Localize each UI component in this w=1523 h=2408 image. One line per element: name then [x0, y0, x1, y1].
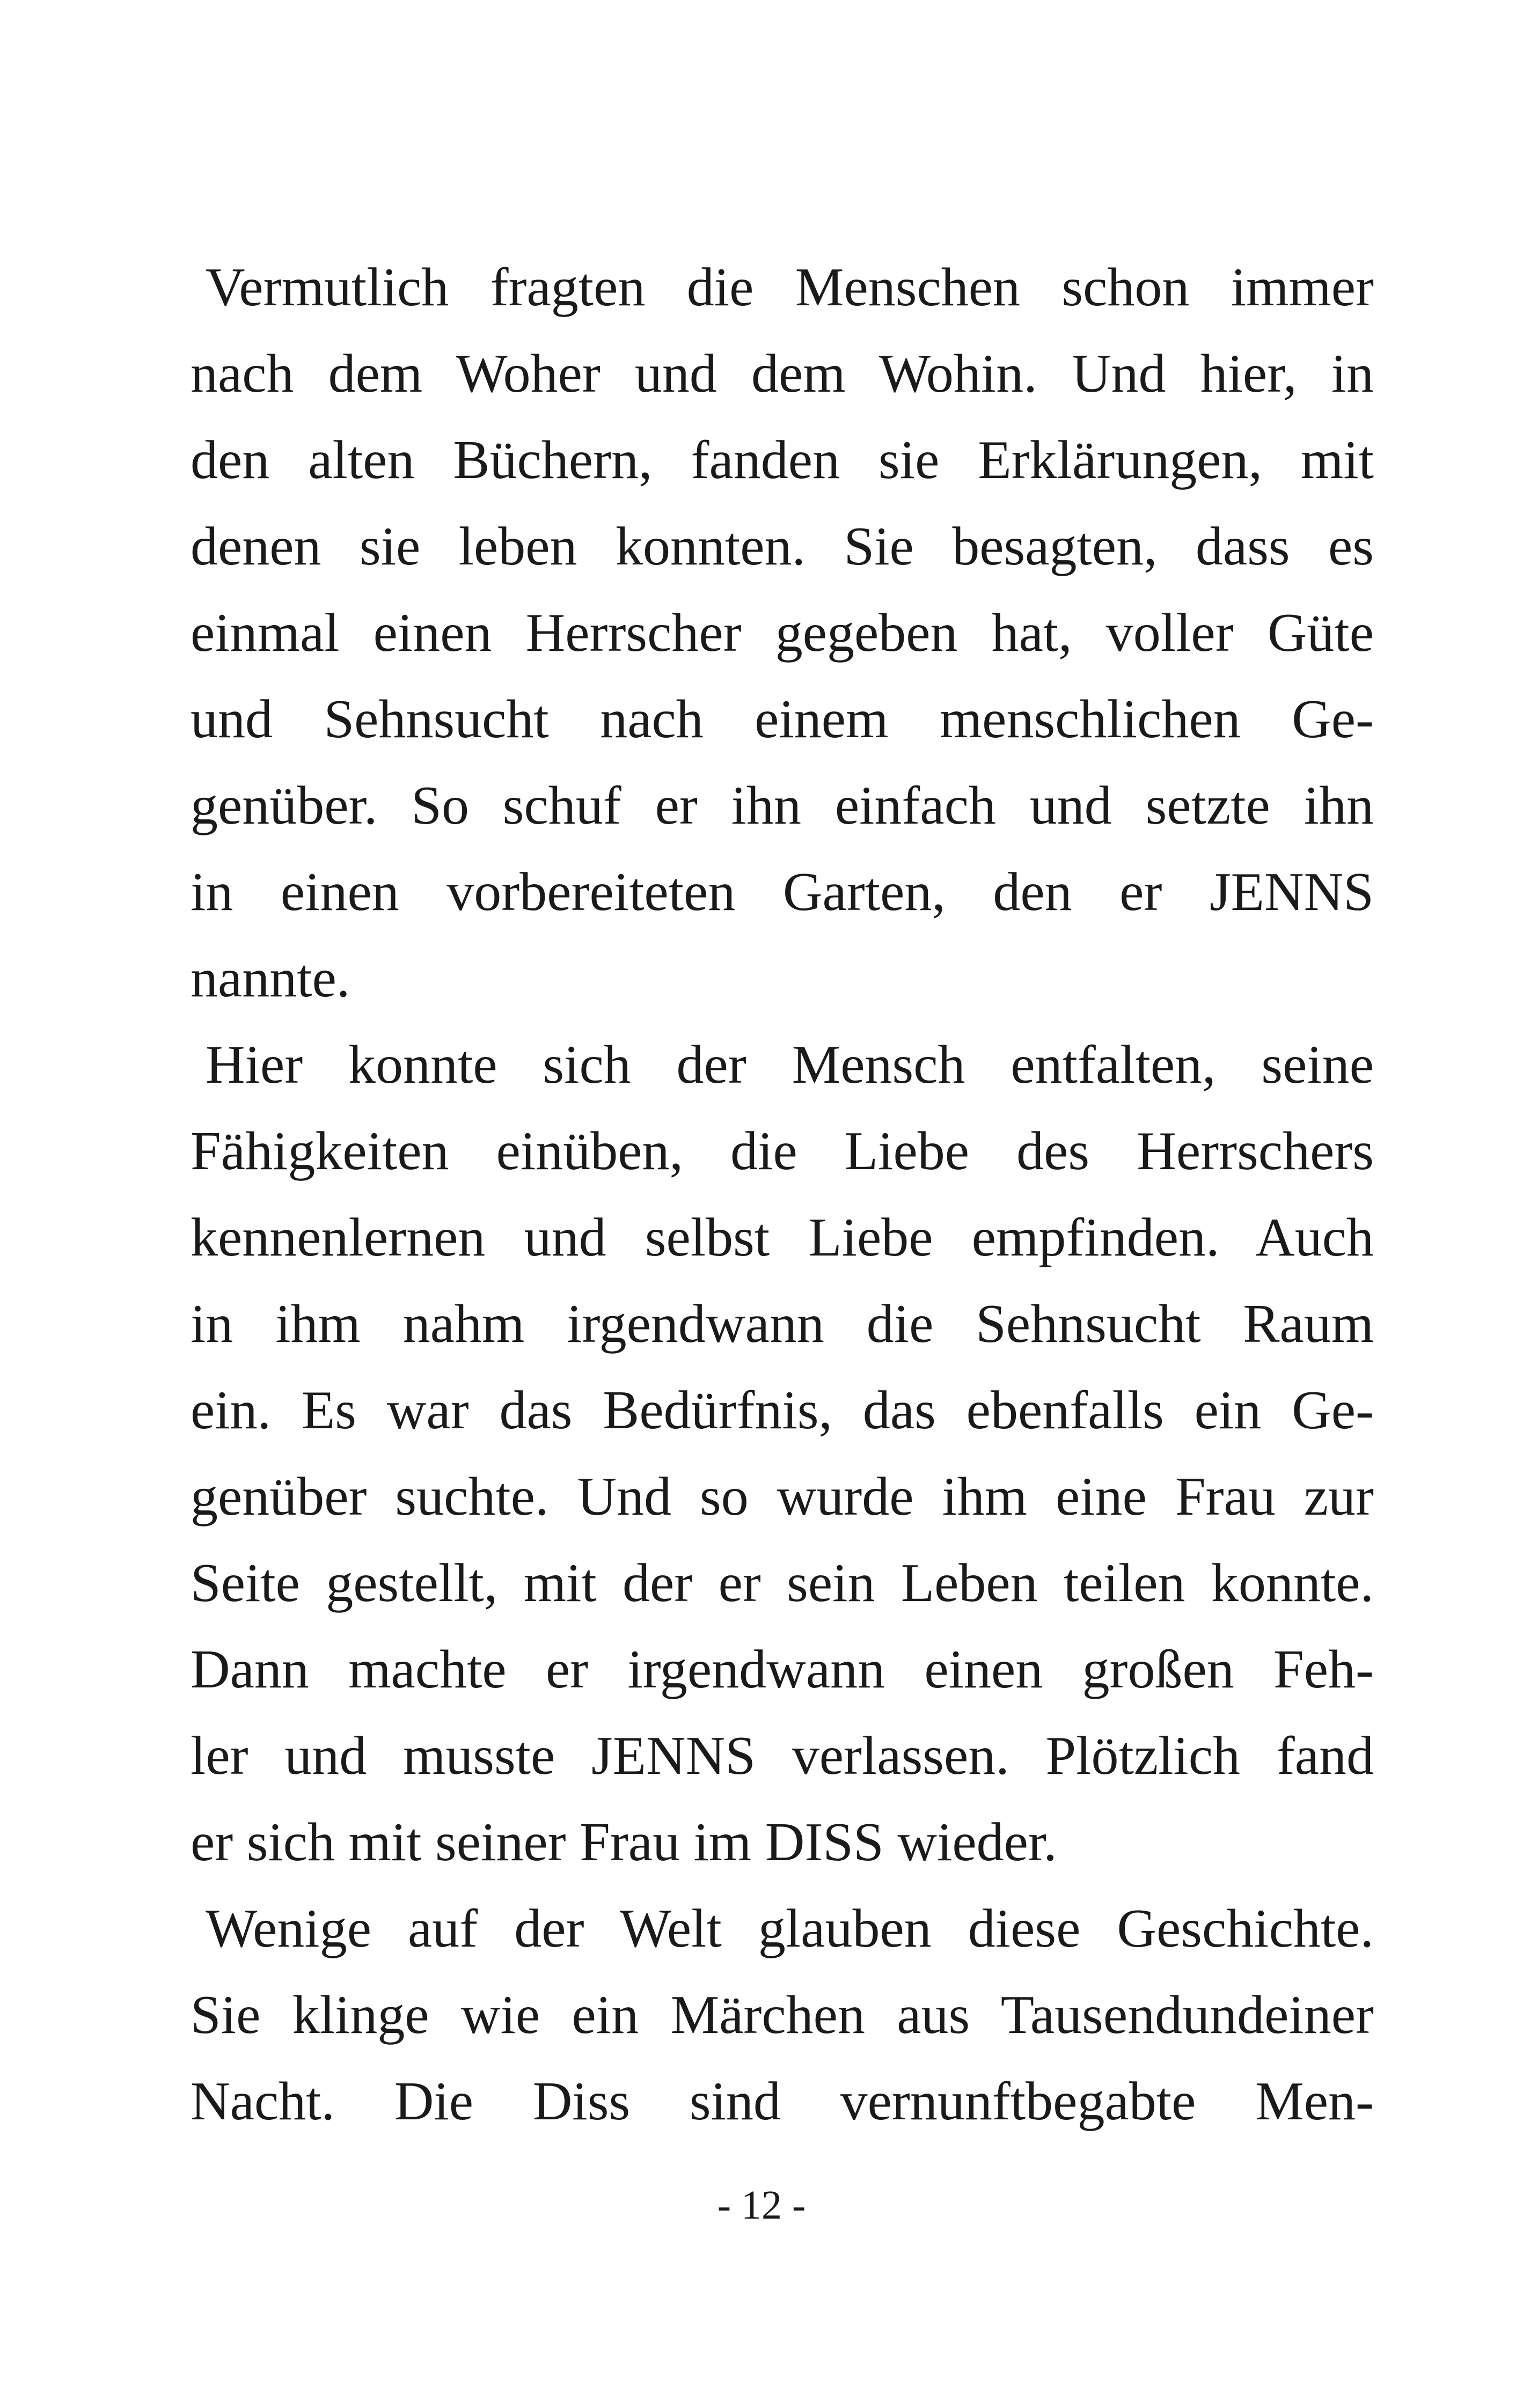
text-line: in ihm nahm irgendwann die Sehnsucht Raum [191, 1294, 1374, 1354]
text-line: und Sehnsucht nach einem menschlichen Ge- [191, 689, 1374, 750]
text-line: den alten Büchern, fanden sie Erklärungen, mit [191, 430, 1374, 490]
text-line: denen sie leben konnten. Sie besagten, dass es [191, 516, 1374, 577]
text-line: kennenlernen und selbst Liebe empfinden. Auch [191, 1207, 1374, 1268]
text-line: Vermutlich fragten die Menschen schon immer [206, 257, 1374, 318]
text-line: Dann machte er irgendwann einen großen Feh- [191, 1639, 1374, 1700]
text-line: Wenige auf der Welt glauben diese Geschichte. [206, 1898, 1374, 1959]
text-line: einmal einen Herrscher gegeben hat, voller Güte [191, 603, 1374, 663]
text-line: Fähigkeiten einüben, die Liebe des Herrschers [191, 1121, 1374, 1181]
body-text [191, 244, 1374, 2145]
text-line: Nacht. Die Diss sind vernunftbegabte Men- [191, 2071, 1374, 2132]
text-line: ein. Es war das Bedürfnis, das ebenfalls ein Ge- [191, 1380, 1374, 1441]
page-number: - 12 - [717, 2183, 806, 2228]
text-line: genüber. So schuf er ihn einfach und setzte ihn [191, 775, 1374, 836]
text-line: er sich mit seiner Frau im DISS wieder. [191, 1812, 1057, 1873]
text-line: in einen vorbereiteten Garten, den er JENNS [191, 862, 1374, 922]
text-line: nannte. [191, 948, 350, 1009]
text-line: Sie klinge wie ein Märchen aus Tausendundeiner [191, 1985, 1374, 2045]
text-line: ler und musste JENNS verlassen. Plötzlich fand [191, 1726, 1374, 1786]
text-line: nach dem Woher und dem Wohin. Und hier, in [191, 343, 1374, 404]
text-line: genüber suchte. Und so wurde ihm eine Frau zur [191, 1466, 1374, 1527]
text-line: Seite gestellt, mit der er sein Leben teilen konnte. [191, 1553, 1374, 1613]
text-line: Hier konnte sich der Mensch entfalten, seine [206, 1034, 1374, 1095]
